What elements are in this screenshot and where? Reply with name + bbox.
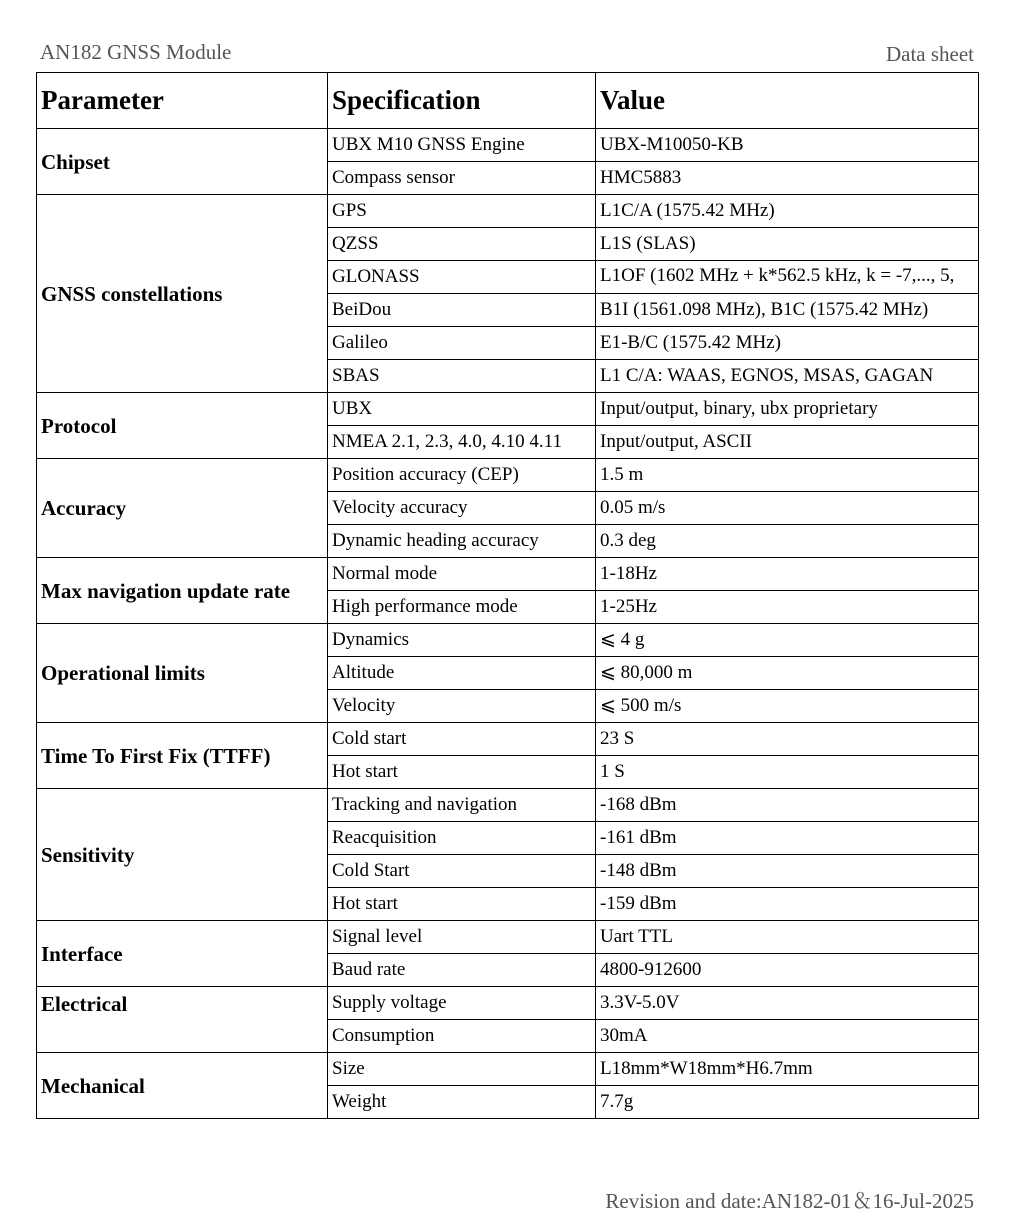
table-row [37, 789, 979, 822]
spec-cell: Baud rate [328, 954, 596, 987]
value-text-clipped: L1OF (1602 MHz + k*562.5 kHz, k = -7,..., 5, [600, 265, 955, 286]
spec-cell: Compass sensor [328, 162, 596, 195]
spec-table [36, 72, 979, 1119]
spec-cell: Tracking and navigation [328, 789, 596, 822]
spec-cell: Consumption [328, 1020, 596, 1053]
table-row [37, 1053, 979, 1086]
value-cell: 1-25Hz [596, 591, 979, 624]
value-cell: -159 dBm [596, 888, 979, 921]
spec-cell: Velocity [328, 690, 596, 723]
spec-cell: UBX M10 GNSS Engine [328, 129, 596, 162]
spec-cell: BeiDou [328, 294, 596, 327]
value-cell: 7.7g [596, 1086, 979, 1119]
value-cell [596, 261, 979, 294]
revision-footer: Revision and date:AN182-01＆16-Jul-2025 [605, 1189, 974, 1213]
table-row [37, 129, 979, 162]
spec-cell: Normal mode [328, 558, 596, 591]
value-cell: Input/output, ASCII [596, 426, 979, 459]
param-operational-limits: Operational limits [37, 624, 328, 723]
param-max-navigation-update-rate: Max navigation update rate [37, 558, 328, 624]
value-cell: 1 S [596, 756, 979, 789]
spec-cell: Size [328, 1053, 596, 1086]
value-cell: 0.3 deg [596, 525, 979, 558]
spec-cell: Hot start [328, 756, 596, 789]
spec-cell: GPS [328, 195, 596, 228]
param-ttff: Time To First Fix (TTFF) [37, 723, 328, 789]
spec-cell: Reacquisition [328, 822, 596, 855]
doc-type: Data sheet [885, 42, 974, 66]
value-cell: Uart TTL [596, 921, 979, 954]
value-cell: -161 dBm [596, 822, 979, 855]
spec-cell: Velocity accuracy [328, 492, 596, 525]
value-cell: HMC5883 [596, 162, 979, 195]
table-row [37, 558, 979, 591]
param-electrical: Electrical [37, 987, 328, 1053]
value-cell: UBX-M10050-KB [596, 129, 979, 162]
value-cell: E1-B/C (1575.42 MHz) [596, 327, 979, 360]
value-cell: L1 C/A: WAAS, EGNOS, MSAS, GAGAN [596, 360, 979, 393]
spec-cell: Altitude [328, 657, 596, 690]
param-sensitivity: Sensitivity [37, 789, 328, 921]
spec-cell: UBX [328, 393, 596, 426]
table-row [37, 393, 979, 426]
spec-cell: Cold Start [328, 855, 596, 888]
column-header-value: Value [596, 73, 979, 129]
doc-title: AN182 GNSS Module [40, 40, 232, 64]
value-cell: 1.5 m [596, 459, 979, 492]
param-protocol: Protocol [37, 393, 328, 459]
value-cell: 0.05 m/s [596, 492, 979, 525]
table-header-row [37, 73, 979, 129]
param-gnss-constellations: GNSS constellations [37, 195, 328, 393]
column-header-specification: Specification [328, 73, 596, 129]
spec-cell: SBAS [328, 360, 596, 393]
table-row [37, 459, 979, 492]
value-cell: L1S (SLAS) [596, 228, 979, 261]
spec-cell: Supply voltage [328, 987, 596, 1020]
param-chipset: Chipset [37, 129, 328, 195]
spec-cell: Weight [328, 1086, 596, 1119]
value-cell: ⩽ 4 g [596, 624, 979, 657]
spec-cell: Hot start [328, 888, 596, 921]
value-cell: L1C/A (1575.42 MHz) [596, 195, 979, 228]
column-header-parameter: Parameter [37, 73, 328, 129]
spec-cell: Signal level [328, 921, 596, 954]
value-cell: 1-18Hz [596, 558, 979, 591]
param-accuracy: Accuracy [37, 459, 328, 558]
table-row [37, 723, 979, 756]
spec-cell: Cold start [328, 723, 596, 756]
value-cell: Input/output, binary, ubx proprietary [596, 393, 979, 426]
value-cell: 23 S [596, 723, 979, 756]
spec-cell: Dynamic heading accuracy [328, 525, 596, 558]
value-cell: -148 dBm [596, 855, 979, 888]
value-cell: -168 dBm [596, 789, 979, 822]
value-cell: ⩽ 80,000 m [596, 657, 979, 690]
value-cell: L18mm*W18mm*H6.7mm [596, 1053, 979, 1086]
param-mechanical: Mechanical [37, 1053, 328, 1119]
param-interface: Interface [37, 921, 328, 987]
spec-cell: Position accuracy (CEP) [328, 459, 596, 492]
table-row [37, 921, 979, 954]
value-cell: 4800-912600 [596, 954, 979, 987]
spec-cell: GLONASS [328, 261, 596, 294]
table-row [37, 987, 979, 1020]
spec-cell: NMEA 2.1, 2.3, 4.0, 4.10 4.11 [328, 426, 596, 459]
spec-cell: QZSS [328, 228, 596, 261]
value-cell: 30mA [596, 1020, 979, 1053]
value-cell: B1I (1561.098 MHz), B1C (1575.42 MHz) [596, 294, 979, 327]
value-cell: 3.3V-5.0V [596, 987, 979, 1020]
table-row [37, 195, 979, 228]
table-row [37, 624, 979, 657]
value-cell: ⩽ 500 m/s [596, 690, 979, 723]
spec-cell: High performance mode [328, 591, 596, 624]
spec-cell: Dynamics [328, 624, 596, 657]
spec-cell: Galileo [328, 327, 596, 360]
